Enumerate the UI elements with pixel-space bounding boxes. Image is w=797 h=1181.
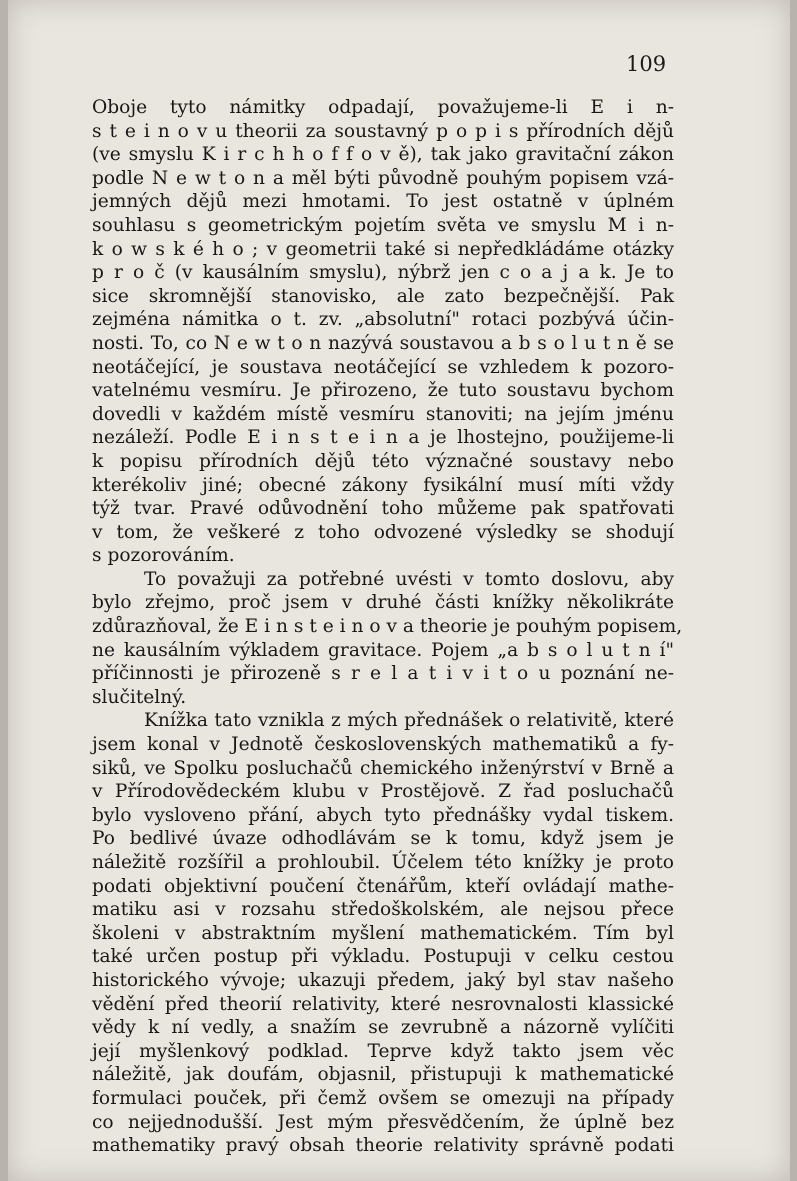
text-line: formulaci pouček, při čemž ovšem se omezuji na případy — [92, 1087, 674, 1109]
paragraph — [92, 96, 674, 568]
text-line: v Přírodovědeckém klubu v Prostějově. Z řad posluchačů — [92, 781, 674, 803]
text-line: vatelnému vesmíru. Je přirozeno, že tuto soustavu bychom — [92, 380, 674, 402]
text-line: Po bedlivé úvaze odhodlávám se k tomu, když jsem je — [92, 828, 674, 850]
text-line: k popisu přírodních dějů této význačné soustavy nebo — [92, 450, 674, 472]
text-line: náležitě rozšířil a prohloubil. Účelem této knížky je proto — [92, 852, 674, 873]
paragraph — [92, 568, 683, 710]
text-line: podle N e w t o n a měl býti původně pouhým popisem vzá- — [92, 167, 674, 189]
text-line: k o w s k é h o ; v geometrii také si nepředkládáme otázky — [92, 238, 674, 260]
page-text — [92, 96, 683, 1158]
text-line: dovedli v každém místě vesmíru stanoviti; na jejím jménu — [92, 403, 674, 425]
paragraph — [92, 709, 674, 1157]
text-line: jsem konal v Jednotě československých mathematiků a fy- — [92, 734, 674, 756]
text-line: jemných dějů mezi hmotami. To jest ostatně v úplném — [92, 191, 674, 213]
text-line: vědy k ní vedly, a snažím se zevrubně a názorně vylíčiti — [92, 1017, 674, 1039]
text-line: bylo zřejmo, proč jsem v druhé části knížky několikráte — [92, 592, 674, 614]
text-line: mathematiky pravý obsah theorie relativity správně podati — [92, 1135, 674, 1157]
text-line: příčinnosti je přirozeně s r e l a t i v i t o u poznání ne- — [92, 663, 674, 685]
text-line: náležitě, jak doufám, objasnil, přistupuji k mathematické — [92, 1064, 674, 1086]
text-line: Knížka tato vznikla z mých přednášek o relativitě, které — [144, 710, 674, 732]
text-line: s t e i n o v u theorii za soustavný p o p i s přírodních dějů — [92, 120, 674, 142]
text-line: neotáčející, je soustava neotáčející se vzhledem k pozoro- — [92, 356, 674, 378]
text-line: zejména námitka o t. zv. „absolutní" rotaci pozbývá účin- — [92, 309, 674, 331]
text-line: vědění před theorií relativity, které nesrovnalosti klassické — [92, 993, 674, 1015]
page-number: 109 — [626, 52, 667, 76]
text-line: Oboje tyto námitky odpadají, považujeme-li E i n- — [92, 97, 674, 118]
text-line: nosti. To, co N e w t o n nazývá soustavou a b s o l u t n ě se — [92, 332, 674, 354]
text-line: bylo vysloveno přání, abych tyto přednášky vydal tiskem. — [92, 804, 674, 826]
text-line: týž tvar. Pravé odůvodnění toho můžeme pak spatřovati — [92, 498, 674, 520]
text-line: To považuji za potřebné uvésti v tomto doslovu, aby — [144, 568, 674, 590]
text-line: školeni v abstraktním myšlení mathematickém. Tím byl — [92, 922, 674, 944]
text-line: kterékoliv jiné; obecné zákony fysikální musí míti vždy — [92, 474, 674, 496]
text-line: sice skromnější stanovisko, ale zato bezpečnější. Pak — [92, 285, 674, 307]
text-line: v tom, že veškeré z toho odvozené výsledky se shodují — [92, 521, 674, 543]
text-line: s pozorováním. — [92, 545, 235, 567]
text-line: podati objektivní poučení čtenářům, kteří ovládají mathe- — [92, 875, 674, 897]
text-line: siků, ve Spolku posluchačů chemického inženýrství v Brně a — [92, 757, 674, 779]
text-line: historického vývoje; ukazuji předem, jaký byl stav našeho — [92, 969, 674, 991]
text-line: slučitelný. — [92, 686, 187, 708]
text-line: (ve smyslu K i r c h h o f f o v ě), tak jako gravitační zákon — [92, 144, 674, 166]
text-line: ne kausálním výkladem gravitace. Pojem „a b s o l u t n í" — [92, 639, 674, 661]
text-line: její myšlenkový podklad. Teprve když takto jsem věc — [92, 1040, 674, 1062]
text-line: souhlasu s geometrickým pojetím světa ve smyslu M i n- — [92, 214, 674, 236]
text-line: také určen postup při výkladu. Postupuji v celku cestou — [92, 946, 674, 968]
book-page — [8, 0, 790, 1181]
text-line: p r o č (v kausálním smyslu), nýbrž jen c o a j a k. Je to — [92, 262, 674, 284]
text-line: zdůrazňoval, že E i n s t e i n o v a theorie je pouhým popisem, — [92, 616, 683, 638]
text-line: nezáleží. Podle E i n s t e i n a je lhostejno, použijeme-li — [92, 427, 674, 449]
text-line: co nejjednodušší. Jest mým přesvědčením, že úplně bez — [92, 1111, 674, 1133]
text-line: matiku asi v rozsahu středoškolském, ale nejsou přece — [92, 899, 674, 921]
